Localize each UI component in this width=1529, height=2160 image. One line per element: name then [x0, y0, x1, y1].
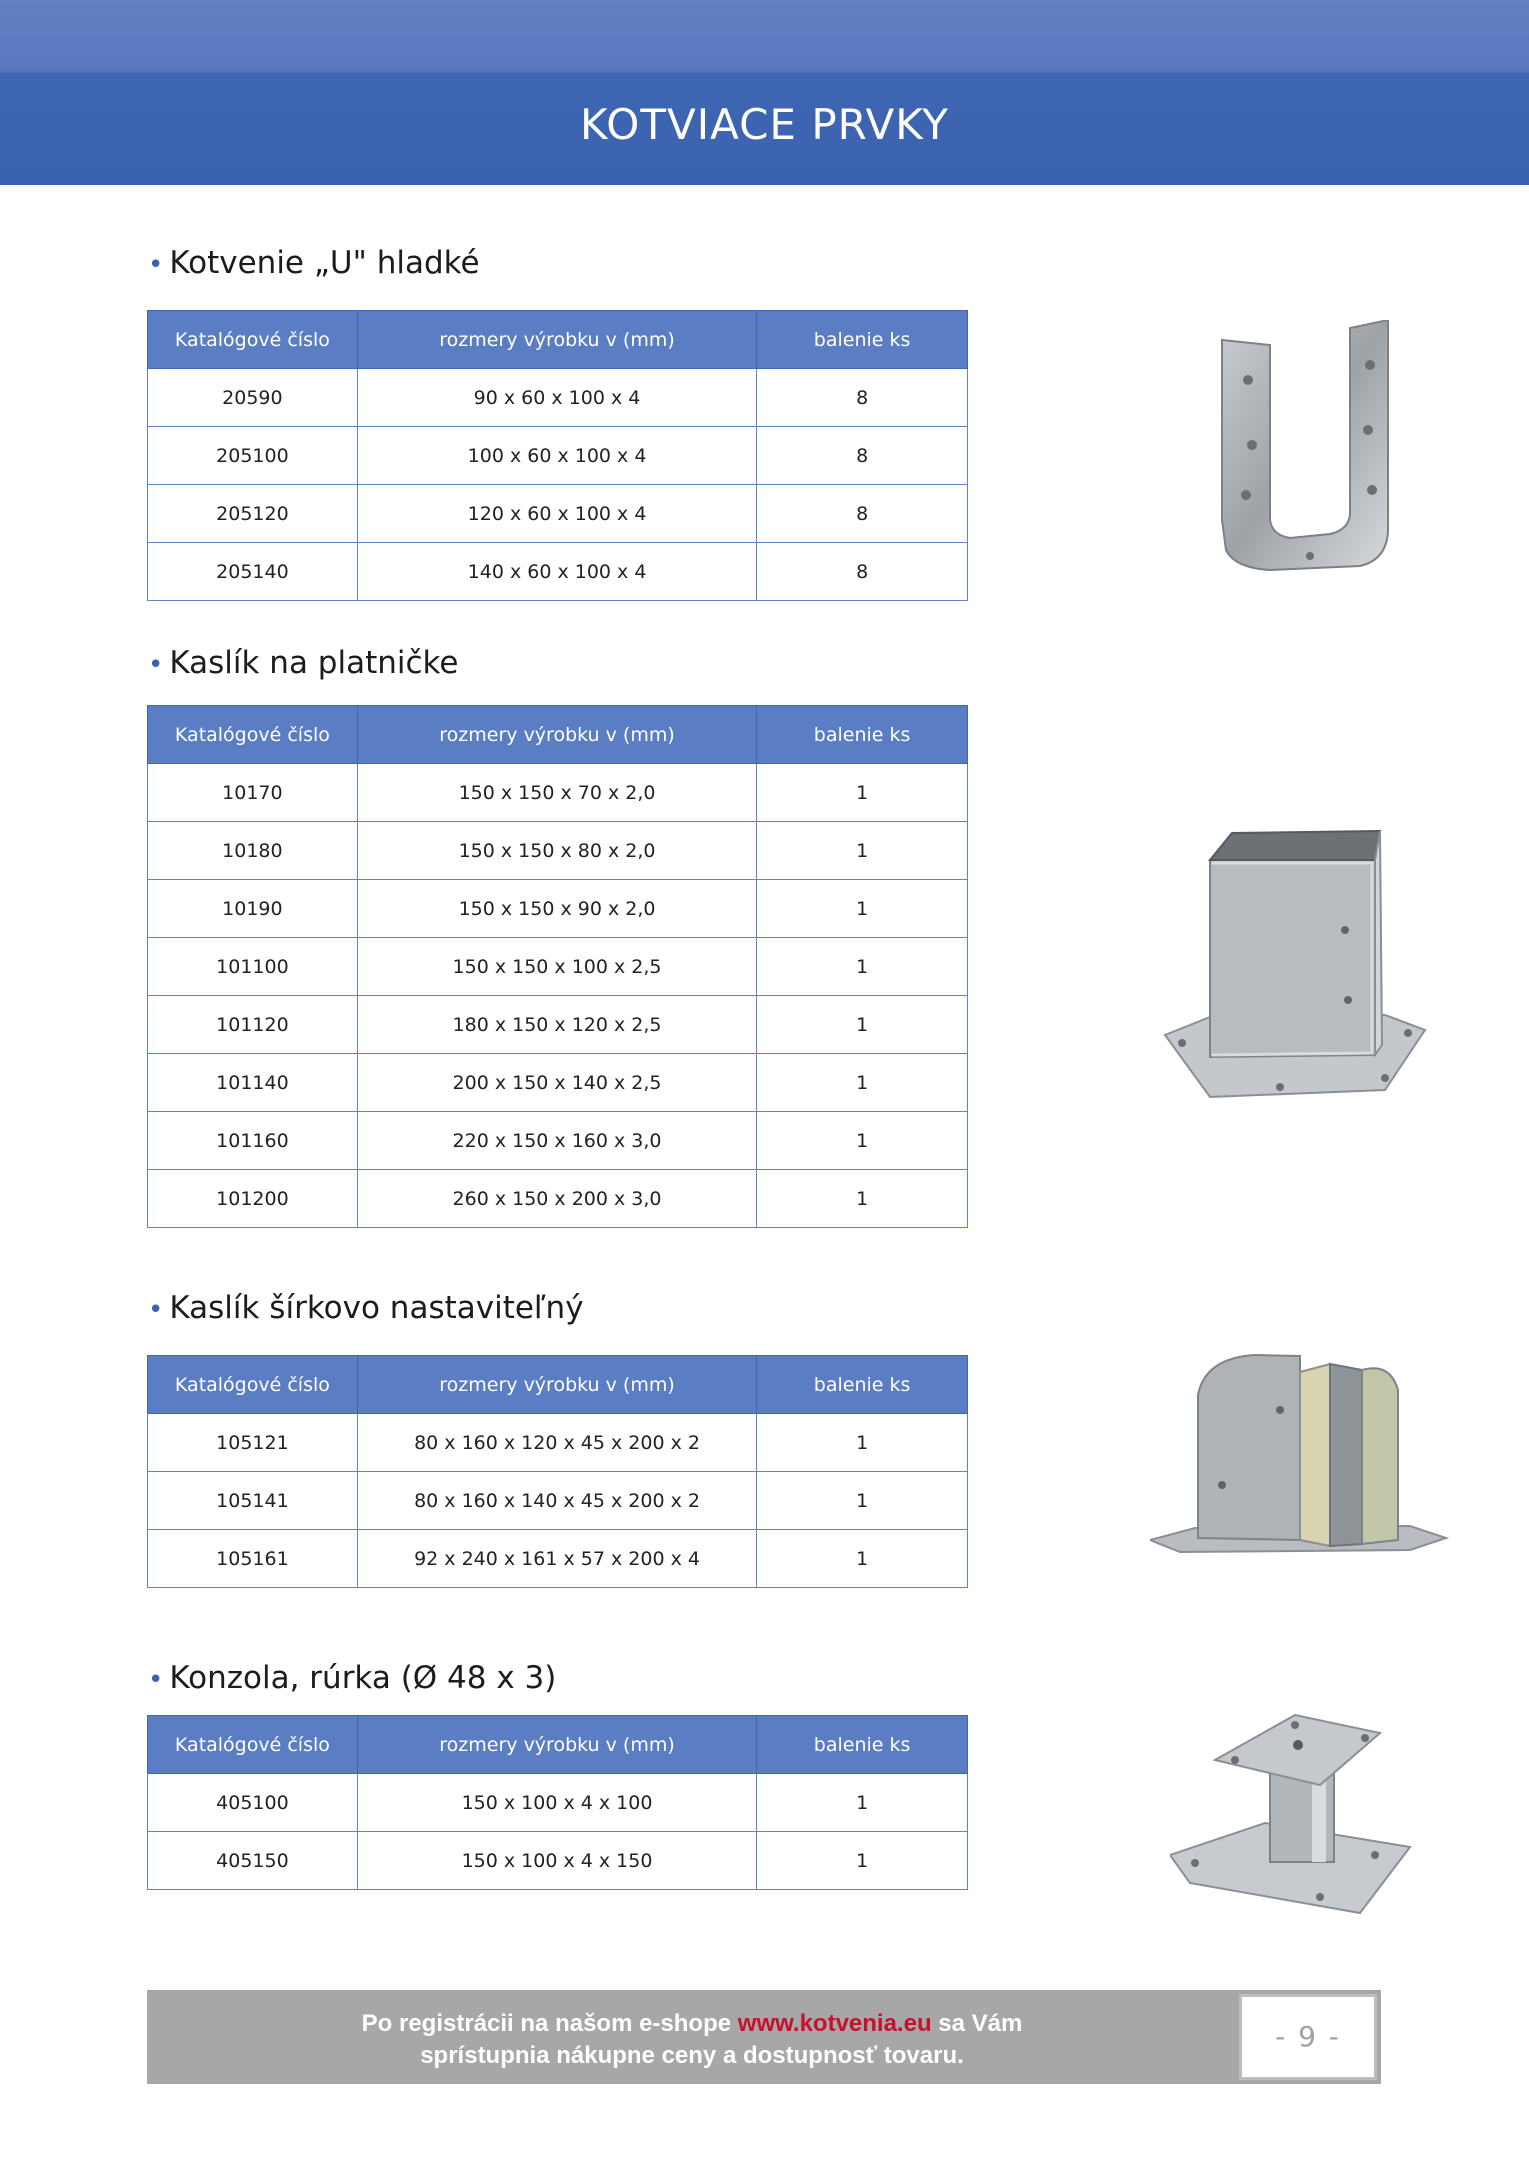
cell-package-qty: 8 [757, 485, 968, 543]
cell-dimensions: 92 x 240 x 161 x 57 x 200 x 4 [357, 1530, 756, 1588]
cell-dimensions: 100 x 60 x 100 x 4 [357, 427, 756, 485]
footer-banner [147, 1990, 1381, 2084]
cell-catalog-number: 101120 [148, 996, 358, 1054]
bullet-icon: • [148, 1295, 164, 1325]
table-row [148, 996, 968, 1054]
cell-catalog-number: 101160 [148, 1112, 358, 1170]
cell-catalog-number: 205120 [148, 485, 358, 543]
column-header-dimensions: rozmery výrobku v (mm) [357, 706, 756, 764]
section-title-post-base: • Kaslík na platničke [148, 645, 459, 681]
table-row [148, 543, 968, 601]
bullet-icon: • [148, 250, 164, 280]
product-table [147, 705, 968, 1228]
cell-catalog-number: 205140 [148, 543, 358, 601]
cell-package-qty: 8 [757, 369, 968, 427]
table-row [148, 1774, 968, 1832]
product-table [147, 310, 968, 601]
column-header-package: balenie ks [757, 311, 968, 369]
column-header-package: balenie ks [757, 1356, 968, 1414]
column-header-dimensions: rozmery výrobku v (mm) [357, 311, 756, 369]
cell-dimensions: 150 x 100 x 4 x 100 [357, 1774, 756, 1832]
column-header-catalog: Katalógové číslo [148, 311, 358, 369]
page-title: KOTVIACE PRVKY [580, 100, 949, 149]
cell-catalog-number: 405100 [148, 1774, 358, 1832]
cell-catalog-number: 105121 [148, 1414, 358, 1472]
cell-package-qty: 1 [757, 1054, 968, 1112]
bracket-tube-image [1170, 1705, 1430, 1920]
table-row [148, 764, 968, 822]
cell-dimensions: 150 x 150 x 90 x 2,0 [357, 880, 756, 938]
cell-package-qty: 1 [757, 1832, 968, 1890]
cell-package-qty: 1 [757, 938, 968, 996]
table-row [148, 880, 968, 938]
cell-package-qty: 1 [757, 1774, 968, 1832]
eshop-link[interactable]: www.kotvenia.eu [737, 2010, 932, 2037]
cell-catalog-number: 10190 [148, 880, 358, 938]
cell-catalog-number: 10170 [148, 764, 358, 822]
cell-dimensions: 150 x 150 x 80 x 2,0 [357, 822, 756, 880]
page-number: - 9 - [1275, 2020, 1341, 2053]
post-base-image [1160, 825, 1430, 1115]
cell-dimensions: 80 x 160 x 140 x 45 x 200 x 2 [357, 1472, 756, 1530]
cell-dimensions: 150 x 150 x 70 x 2,0 [357, 764, 756, 822]
column-header-dimensions: rozmery výrobku v (mm) [357, 1356, 756, 1414]
adjustable-base-image [1150, 1350, 1450, 1575]
cell-dimensions: 150 x 150 x 100 x 2,5 [357, 938, 756, 996]
table-row [148, 1472, 968, 1530]
cell-package-qty: 1 [757, 996, 968, 1054]
cell-package-qty: 1 [757, 764, 968, 822]
column-header-catalog: Katalógové číslo [148, 1356, 358, 1414]
page-number-box [1239, 1994, 1377, 2080]
cell-package-qty: 1 [757, 1472, 968, 1530]
section-title-u-anchor: • Kotvenie „U" hladké [148, 245, 480, 281]
cell-catalog-number: 205100 [148, 427, 358, 485]
cell-package-qty: 1 [757, 822, 968, 880]
cell-dimensions: 140 x 60 x 100 x 4 [357, 543, 756, 601]
table-row [148, 369, 968, 427]
column-header-dimensions: rozmery výrobku v (mm) [357, 1716, 756, 1774]
table-row [148, 1414, 968, 1472]
cell-dimensions: 260 x 150 x 200 x 3,0 [357, 1170, 756, 1228]
column-header-package: balenie ks [757, 1716, 968, 1774]
column-header-catalog: Katalógové číslo [148, 706, 358, 764]
cell-dimensions: 90 x 60 x 100 x 4 [357, 369, 756, 427]
u-anchor-image [1210, 320, 1400, 580]
table-row [148, 822, 968, 880]
cell-package-qty: 1 [757, 1530, 968, 1588]
cell-catalog-number: 10180 [148, 822, 358, 880]
section-title-bracket-tube: • Konzola, rúrka (Ø 48 x 3) [148, 1660, 557, 1696]
table-row [148, 938, 968, 996]
cell-catalog-number: 101140 [148, 1054, 358, 1112]
bullet-icon: • [148, 1665, 164, 1695]
cell-dimensions: 150 x 100 x 4 x 150 [357, 1832, 756, 1890]
cell-catalog-number: 101200 [148, 1170, 358, 1228]
cell-package-qty: 1 [757, 1414, 968, 1472]
cell-catalog-number: 101100 [148, 938, 358, 996]
table-row [148, 427, 968, 485]
cell-dimensions: 200 x 150 x 140 x 2,5 [357, 1054, 756, 1112]
cell-package-qty: 1 [757, 1170, 968, 1228]
footer-text: Po registrácii na našom e-shope www.kotvenia.eu sa Vám sprístupnia nákupne ceny a dostupnosť tovaru. [361, 2010, 1023, 2069]
product-table [147, 1355, 968, 1588]
bullet-icon: • [148, 650, 164, 680]
column-header-catalog: Katalógové číslo [148, 1716, 358, 1774]
cell-dimensions: 120 x 60 x 100 x 4 [357, 485, 756, 543]
table-row [148, 1530, 968, 1588]
cell-catalog-number: 105141 [148, 1472, 358, 1530]
cell-catalog-number: 105161 [148, 1530, 358, 1588]
cell-dimensions: 80 x 160 x 120 x 45 x 200 x 2 [357, 1414, 756, 1472]
cell-package-qty: 8 [757, 543, 968, 601]
product-table [147, 1715, 968, 1890]
section-title-adjustable-base: • Kaslík šírkovo nastaviteľný [148, 1290, 584, 1326]
cell-catalog-number: 405150 [148, 1832, 358, 1890]
cell-package-qty: 8 [757, 427, 968, 485]
table-row [148, 1054, 968, 1112]
cell-package-qty: 1 [757, 1112, 968, 1170]
cell-catalog-number: 20590 [148, 369, 358, 427]
table-row [148, 1832, 968, 1890]
cell-dimensions: 220 x 150 x 160 x 3,0 [357, 1112, 756, 1170]
column-header-package: balenie ks [757, 706, 968, 764]
cell-package-qty: 1 [757, 880, 968, 938]
table-row [148, 1112, 968, 1170]
table-row [148, 485, 968, 543]
cell-dimensions: 180 x 150 x 120 x 2,5 [357, 996, 756, 1054]
table-row [148, 1170, 968, 1228]
page-header [0, 0, 1529, 185]
